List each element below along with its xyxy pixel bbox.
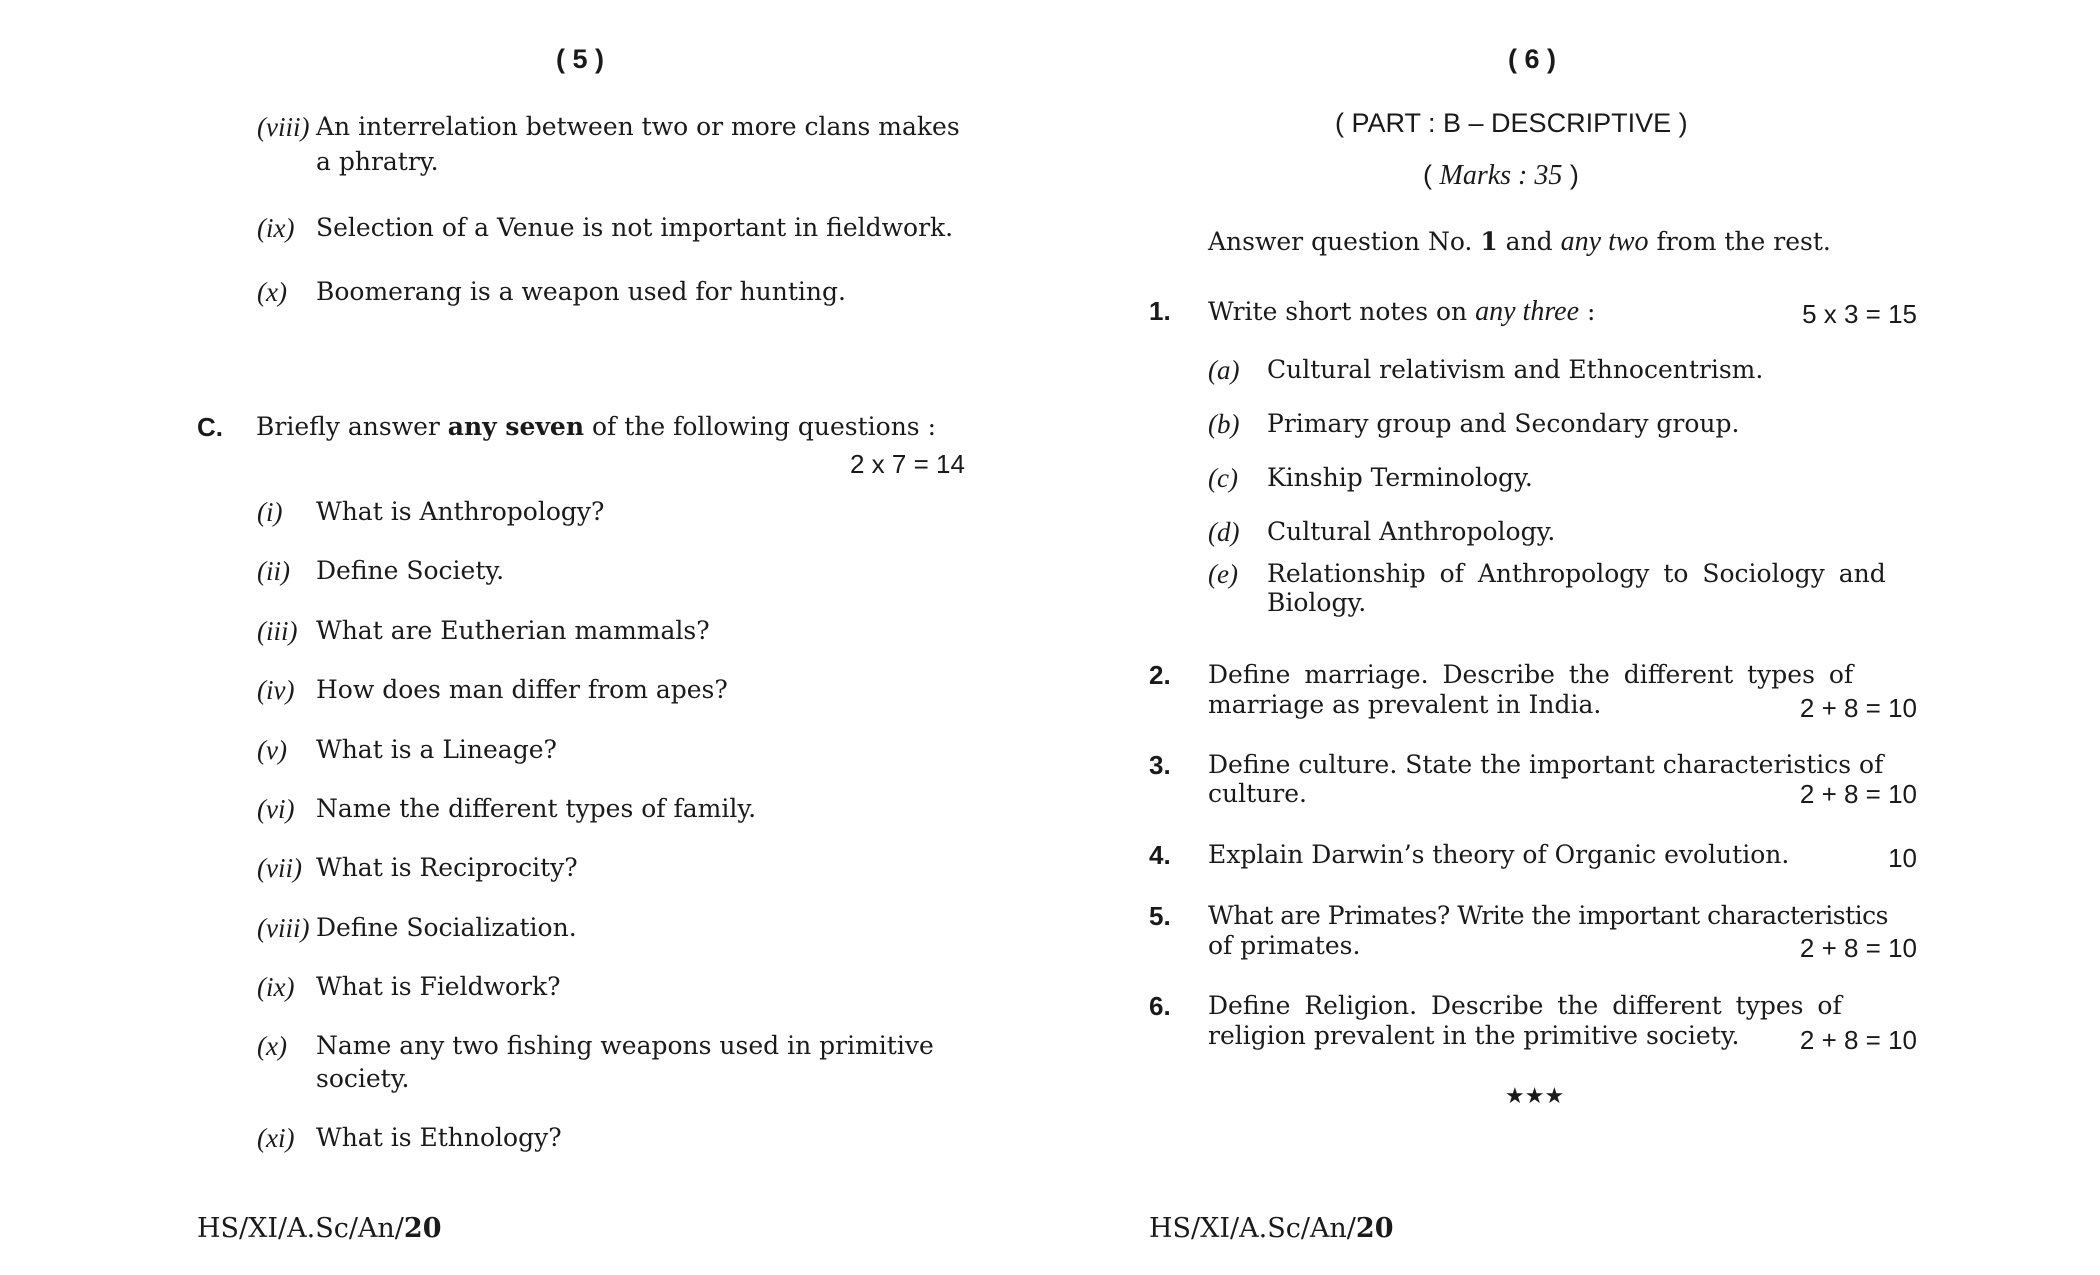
marks-total: ( Marks : 35 ) xyxy=(1423,160,1579,191)
item-text: What is Reciprocity? xyxy=(316,853,578,882)
item-text-continued: Biology. xyxy=(1267,588,1367,617)
item-text: Relationship of Anthropology to Sociology and xyxy=(1267,559,1886,588)
section-c-label: C. xyxy=(197,412,223,442)
item-text: What is a Lineage? xyxy=(316,735,557,764)
item-number: (viii) xyxy=(257,913,310,943)
item-text: Selection of a Venue is not important in fieldwork. xyxy=(316,213,954,242)
question-number: 5. xyxy=(1149,901,1171,931)
question-text-continued: religion prevalent in the primitive society. xyxy=(1208,1021,1740,1050)
question-marks: 2 + 8 = 10 xyxy=(1799,779,1917,809)
footer-code-right: HS/XI/A.Sc/An/20 xyxy=(1149,1213,1394,1244)
question-text-continued: marriage as prevalent in India. xyxy=(1208,690,1602,719)
item-number: (iii) xyxy=(257,616,298,646)
end-of-paper-stars: ★★★ xyxy=(1505,1084,1565,1109)
item-text-continued: a phratry. xyxy=(316,147,439,176)
item-text: Kinship Terminology. xyxy=(1267,463,1533,492)
item-letter: (c) xyxy=(1208,463,1238,493)
item-text: How does man differ from apes? xyxy=(316,675,728,704)
question-text: Explain Darwin’s theory of Organic evolution. xyxy=(1208,840,1790,869)
answer-instruction: Answer question No. 1 and any two from the rest. xyxy=(1208,226,1831,257)
question-number: 4. xyxy=(1149,840,1171,870)
question-text: Define marriage. Describe the different types of xyxy=(1208,660,1854,689)
item-text: What are Eutherian mammals? xyxy=(316,616,710,645)
question-marks: 10 xyxy=(1888,843,1917,873)
item-text-continued: society. xyxy=(316,1064,410,1093)
item-text: Define Socialization. xyxy=(316,913,577,942)
item-letter: (a) xyxy=(1208,355,1240,385)
item-number: (i) xyxy=(257,497,283,527)
item-number: (x) xyxy=(257,1031,287,1061)
page-number-left: ( 5 ) xyxy=(556,44,605,74)
question-number: 6. xyxy=(1149,991,1171,1021)
question-number: 3. xyxy=(1149,750,1171,780)
item-text: Boomerang is a weapon used for hunting. xyxy=(316,277,846,306)
question-number: 1. xyxy=(1149,296,1171,326)
item-number: (vi) xyxy=(257,794,295,824)
item-number: (v) xyxy=(257,735,287,765)
item-text: What is Ethnology? xyxy=(316,1123,562,1152)
item-letter: (b) xyxy=(1208,409,1240,439)
item-number: (viii) xyxy=(257,112,310,142)
item-number: (x) xyxy=(257,277,287,307)
question-text: What are Primates? Write the important characteristics xyxy=(1208,901,1888,930)
item-number: (vii) xyxy=(257,853,302,883)
item-text: Primary group and Secondary group. xyxy=(1267,409,1740,438)
item-number: (ii) xyxy=(257,556,290,586)
part-title: ( PART : B – DESCRIPTIVE ) xyxy=(1335,108,1688,138)
question-number: 2. xyxy=(1149,660,1171,690)
item-text: What is Fieldwork? xyxy=(316,972,561,1001)
question-text: Define Religion. Describe the different types of xyxy=(1208,991,1842,1020)
item-text: Define Society. xyxy=(316,556,505,585)
question-marks: 5 x 3 = 15 xyxy=(1802,299,1917,329)
question-text: Define culture. State the important characteristics of xyxy=(1208,750,1884,779)
item-text: What is Anthropology? xyxy=(316,497,605,526)
item-letter: (e) xyxy=(1208,559,1238,589)
question-text-continued: culture. xyxy=(1208,779,1307,808)
item-letter: (d) xyxy=(1208,517,1240,547)
question-text: Write short notes on any three : xyxy=(1208,296,1596,327)
item-number: (xi) xyxy=(257,1123,295,1153)
item-text: Name the different types of family. xyxy=(316,794,757,823)
item-text: Name any two fishing weapons used in primitive xyxy=(316,1031,934,1060)
question-marks: 2 + 8 = 10 xyxy=(1799,693,1917,723)
question-marks: 2 + 8 = 10 xyxy=(1799,1025,1917,1055)
item-text: An interrelation between two or more clans makes xyxy=(316,112,960,141)
section-c-marks: 2 x 7 = 14 xyxy=(850,449,965,479)
item-number: (ix) xyxy=(257,972,295,1002)
item-number: (ix) xyxy=(257,213,295,243)
page-number-right: ( 6 ) xyxy=(1508,44,1557,74)
footer-code-left: HS/XI/A.Sc/An/20 xyxy=(197,1213,442,1244)
question-text-continued: of primates. xyxy=(1208,931,1361,960)
item-number: (iv) xyxy=(257,675,295,705)
section-c-instruction: Briefly answer any seven of the following questions : xyxy=(256,412,937,441)
item-text: Cultural Anthropology. xyxy=(1267,517,1556,546)
question-marks: 2 + 8 = 10 xyxy=(1799,933,1917,963)
item-text: Cultural relativism and Ethnocentrism. xyxy=(1267,355,1764,384)
